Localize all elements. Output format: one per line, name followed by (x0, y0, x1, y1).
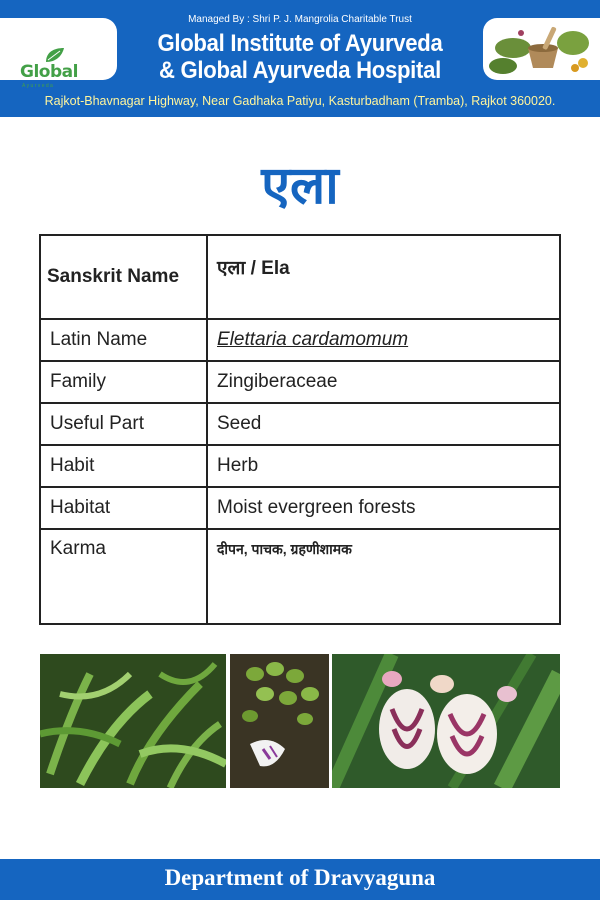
row-value: Moist evergreen forests (207, 487, 560, 529)
hospital-title: & Global Ayurveda Hospital (159, 57, 441, 84)
page-title: एला (261, 156, 339, 216)
cardamom-flowers-closeup-photo (332, 654, 560, 788)
row-value: Zingiberaceae (207, 361, 560, 403)
herb-info-table (39, 234, 561, 625)
row-value: Seed (207, 403, 560, 445)
table-row (40, 361, 560, 403)
row-label: Latin Name (40, 319, 207, 361)
row-label: Habit (40, 445, 207, 487)
photo-strip (40, 654, 560, 788)
cardamom-plants-photo (40, 654, 226, 788)
table-row (40, 529, 560, 624)
institute-title: Global Institute of Ayurveda (157, 30, 443, 57)
latin-name-value: Elettaria cardamomum (217, 329, 409, 350)
row-value: दीपन, पाचक, ग्रहणीशामक (207, 529, 560, 624)
row-label: Family (40, 361, 207, 403)
footer-banner (0, 859, 600, 900)
row-value: एला / Ela (207, 235, 560, 319)
row-label: Karma (40, 529, 207, 624)
row-label: Habitat (40, 487, 207, 529)
row-label: Sanskrit Name (40, 235, 207, 319)
logo-text: Global (20, 62, 78, 82)
cardamom-pods-flower-photo (230, 654, 329, 788)
table-row (40, 403, 560, 445)
row-value: Herb (207, 445, 560, 487)
table-row (40, 445, 560, 487)
address-text: Rajkot-Bhavnagar Highway, Near Gadhaka Patiyu, Kasturbadham (Tramba), Rajkot 360020. (44, 94, 556, 108)
table-row (40, 235, 560, 319)
department-name: Department of Dravyaguna (164, 865, 436, 890)
header-banner (0, 0, 600, 117)
herbs-mortar-image (483, 18, 600, 80)
logo-subtext: Ayurveda (22, 83, 55, 89)
row-label: Useful Part (40, 403, 207, 445)
table-row (40, 319, 560, 361)
managed-by-text: Managed By : Shri P. J. Mangrolia Charitable Trust (188, 14, 412, 25)
table-row (40, 487, 560, 529)
